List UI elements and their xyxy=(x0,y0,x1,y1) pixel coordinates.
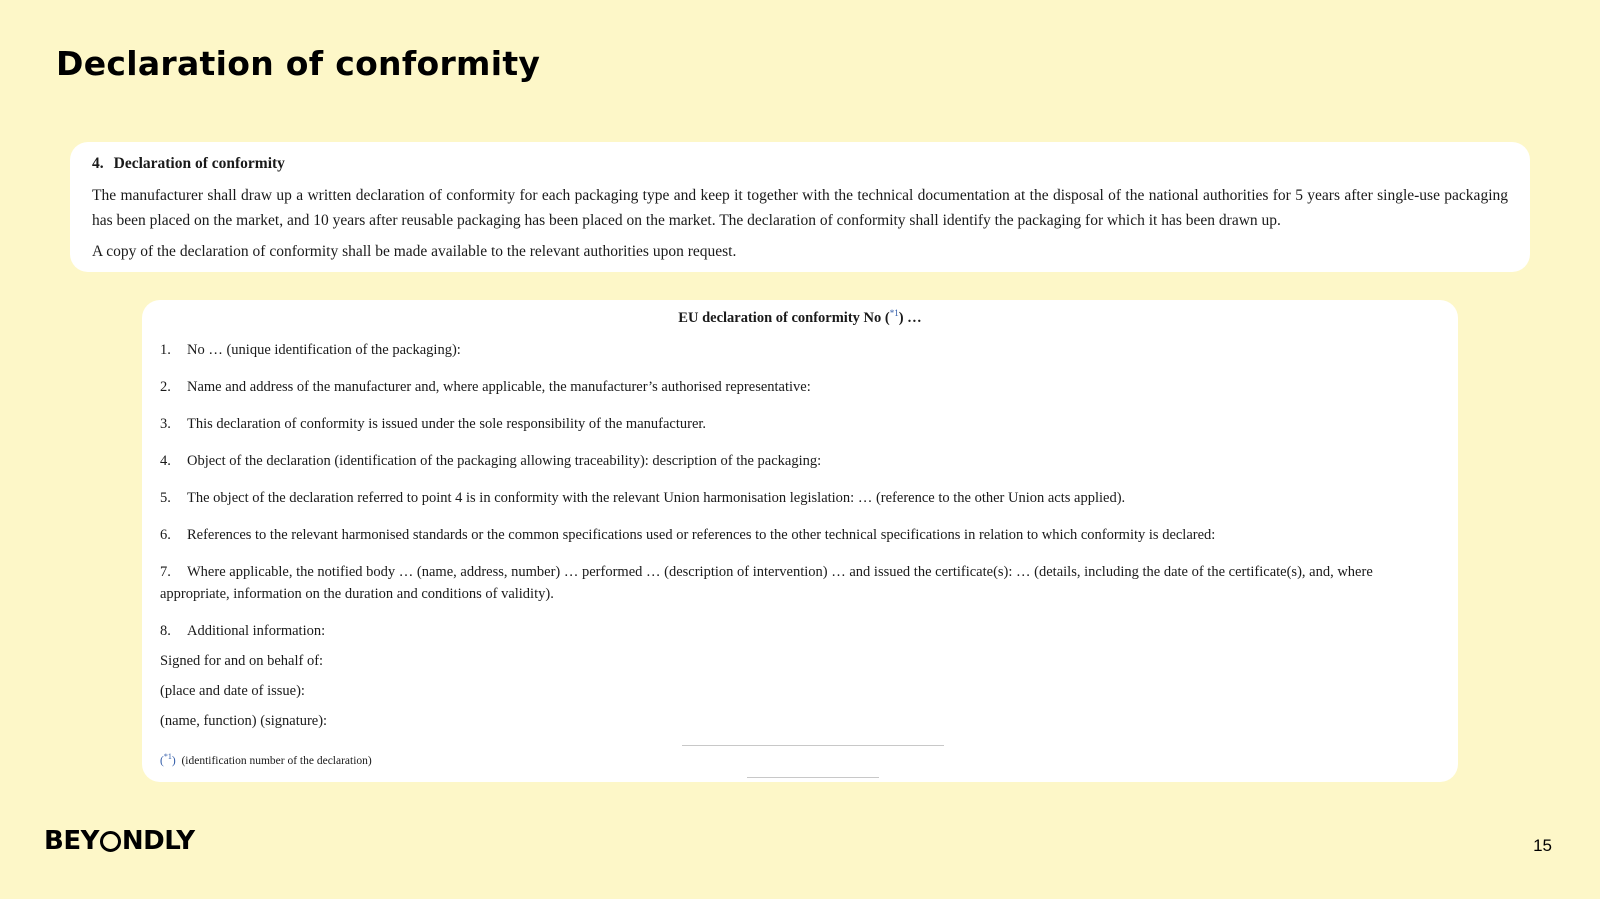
form-title-suffix: ) … xyxy=(898,309,922,326)
slide-title: Declaration of conformity xyxy=(56,44,541,83)
beyondly-logo: BEY NDLY xyxy=(44,826,195,856)
article-paragraph-1: The manufacturer shall draw up a written declaration of conformity for each packaging type and keep it together with the technical documentation at the disposal of the national authorities for 5 years after single-use packaging has been placed on the market, and 10 years after reusable packaging has been placed on the market. The declaration of conformity shall identify the packaging for which it has been drawn up. xyxy=(92,187,1508,229)
form-item-text: Where applicable, the notified body … (name, address, number) … performed … (description of intervention) … and issued the certificate(s): … (details, including the date of the certificate(s), and, where appropriate, information on the duration and conditions of validity). xyxy=(160,563,1373,602)
page-number: 15 xyxy=(1533,836,1552,855)
footnote xyxy=(160,752,372,767)
form-item-number: 7. xyxy=(160,563,171,580)
form-item-number: 1. xyxy=(160,341,171,358)
form-item-text: Object of the declaration (identification of the packaging allowing traceability): description of the packaging: xyxy=(187,452,822,469)
form-item xyxy=(160,620,1440,642)
form-item-text: Additional information: xyxy=(187,622,326,639)
form-item-text: No … (unique identification of the packaging): xyxy=(187,341,461,358)
name-function-line: (name, function) (signature): xyxy=(160,712,328,729)
article-number: 4. xyxy=(92,155,104,172)
form-item-number: 3. xyxy=(160,415,171,432)
form-item-number: 8. xyxy=(160,622,171,639)
form-item-number: 2. xyxy=(160,378,171,395)
form-title-prefix: EU declaration of conformity No ( xyxy=(678,309,890,326)
declaration-form-card xyxy=(142,300,1458,782)
form-item-number: 4. xyxy=(160,452,171,469)
form-item-text: References to the relevant harmonised standards or the common specifications used or references to the other technical specifications in relation to which conformity is declared: xyxy=(187,526,1216,543)
form-item xyxy=(160,487,1440,509)
form-item xyxy=(160,561,1440,605)
form-item-text: This declaration of conformity is issued under the sole responsibility of the manufacturer. xyxy=(187,415,707,432)
divider xyxy=(682,745,944,746)
form-item-text: Name and address of the manufacturer and, where applicable, the manufacturer’s authorised representative: xyxy=(187,378,811,395)
form-item xyxy=(160,450,1440,472)
footnote-text: (identification number of the declaration) xyxy=(181,754,372,767)
article-heading-text: Declaration of conformity xyxy=(113,155,285,172)
place-date-line: (place and date of issue): xyxy=(160,682,305,699)
form-item-number: 5. xyxy=(160,489,171,506)
article-paragraph-2: A copy of the declaration of conformity shall be made available to the relevant authorities upon request. xyxy=(92,243,737,260)
form-title xyxy=(160,308,1440,327)
divider xyxy=(747,777,879,778)
form-item-number: 6. xyxy=(160,526,171,543)
form-item xyxy=(160,376,1440,398)
footnote-ref: ($^{*1}$) xyxy=(160,752,176,767)
signed-for-line: Signed for and on behalf of: xyxy=(160,652,324,669)
article-card xyxy=(70,142,1530,272)
form-item-text: The object of the declaration referred to point 4 is in conformity with the relevant Union harmonisation legislation: … (reference to the other Union acts applied). xyxy=(187,489,1126,506)
form-item xyxy=(160,524,1440,546)
form-item xyxy=(160,339,1440,361)
form-item xyxy=(160,413,1440,435)
form-title-ref: *1 xyxy=(889,308,899,318)
logo-o-icon xyxy=(100,831,121,852)
article-heading xyxy=(92,155,1508,173)
